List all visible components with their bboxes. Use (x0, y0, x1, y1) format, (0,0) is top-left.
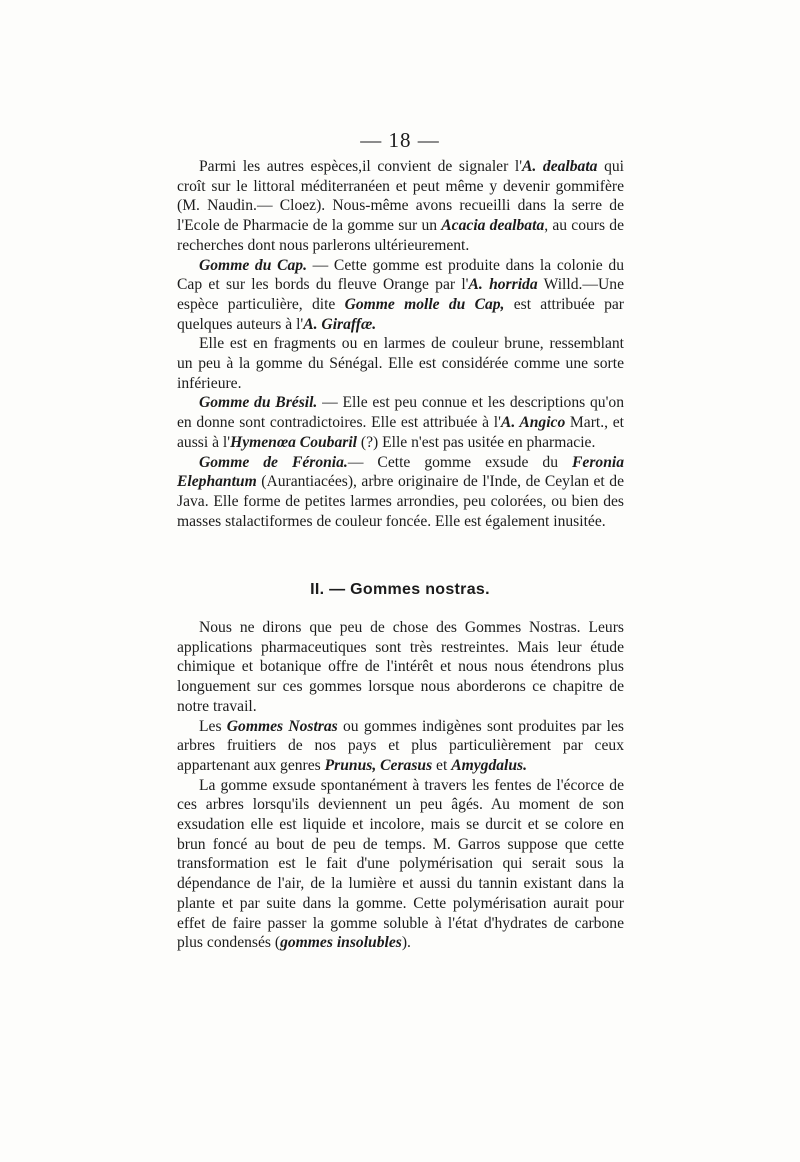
section-one-text (177, 157, 624, 531)
section-heading: II. — Gommes nostras. (310, 581, 490, 598)
paragraph: La gomme exsude spontanément à travers les fentes de l'écorce de ces arbres lorsqu'ils deviennent un peu âgés. Au moment de son exsudation elle est liquide et incolore, mais se durcit et se colore en brun foncé au bout de peu de temps. M. Garros suppose que cette transformation est le fait d'une polymérisation qui serait sous la dépendance de l'air, de la lumière et aussi du tannin existant dans la plante et par suite dans la gomme. Cette polymérisation aurait pour effet de faire passer la gomme soluble à l'état d'hydrates de carbone plus condensés (gommes insolubles). (177, 776, 624, 952)
page-number: — 18 — (360, 128, 440, 152)
paragraph: Nous ne dirons que peu de chose des Gommes Nostras. Leurs applications pharmaceutiques sont très restreintes. Mais leur étude chimique et botanique offre de l'intérêt et nous nous étendrons plus longuement sur ces gommes lorsque nous aborderons ce chapitre de notre travail. (177, 619, 624, 715)
paragraph: Parmi les autres espèces,il convient de signaler l'A. dealbata qui croît sur le littoral méditerranéen et peut même y devenir gommifère (M. Naudin.— Cloez). Nous-même avons recueilli dans la serre de l'Ecole de Pharmacie de la gomme sur un Acacia dealbata, au cours de recherches dont nous parlerons ultérieurement. (177, 158, 625, 254)
paragraph: Gomme du Cap. — Cette gomme est produite dans la colonie du Cap et sur les bords du fleuve Orange par l'A. horrida Willd.—Une espèce particulière, dite Gomme molle du Cap, est attribuée par quelques auteurs à l'A. Giraffæ. (177, 256, 625, 333)
paragraph: Elle est en fragments ou en larmes de couleur brune, ressemblant un peu à la gomme du Sénégal. Elle est considérée comme une sorte inférieure. (177, 335, 624, 392)
paragraph: Les Gommes Nostras ou gommes indigènes sont produites par les arbres fruitiers de nos pays et plus particulièrement par ceux appartenant aux genres Prunus, Cerasus et Amygdalus. (177, 717, 624, 774)
paragraph: Gomme de Féronia.— Cette gomme exsude du Feronia Elephantum (Aurantiacées), arbre originaire de l'Inde, de Ceylan et de Java. Elle forme de petites larmes arrondies, peu colorées, ou bien des masses stalactiformes de couleur foncée. Elle est également inusitée. (177, 453, 624, 530)
paragraph: Gomme du Brésil. — Elle est peu connue et les descriptions qu'on en donne sont contradictoires. Elle est attribuée à l'A. Angico Mart., et aussi à l'Hymenœa Coubaril (?) Elle n'est pas usitée en pharmacie. (177, 394, 624, 451)
section-two-text (177, 618, 624, 953)
